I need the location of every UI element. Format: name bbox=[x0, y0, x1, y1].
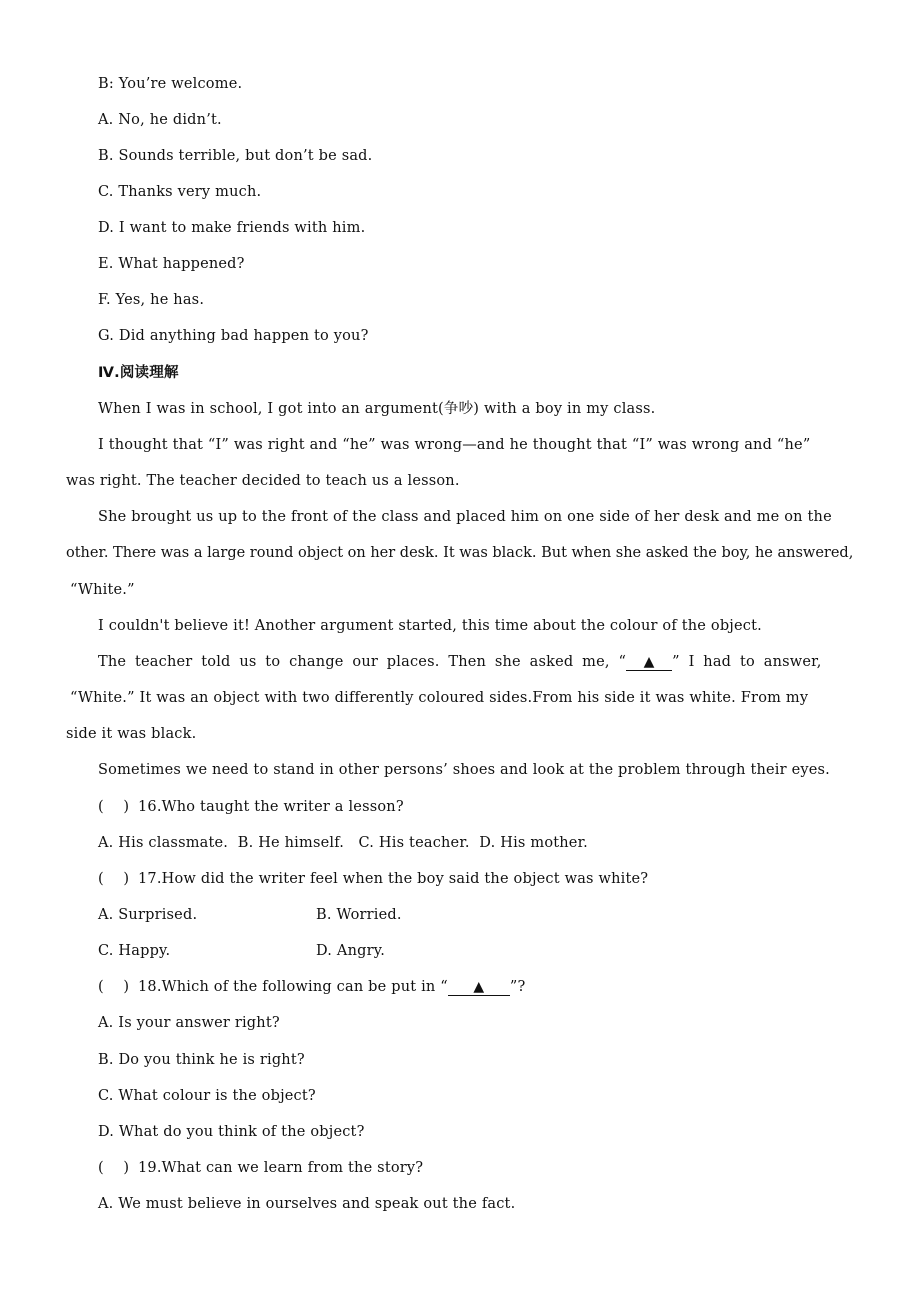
passage-paragraph-3-line-1: She brought us up to the front of the class and placed him on one side of her desk and me on the bbox=[98, 509, 832, 525]
dialogue-option-c: C. Thanks very much. bbox=[98, 184, 262, 200]
answer-bracket[interactable]: ( ) bbox=[98, 871, 130, 887]
dialogue-b-line: B: You’re welcome. bbox=[98, 76, 243, 92]
question-17-options-row-2 bbox=[98, 941, 798, 961]
question-18 bbox=[98, 977, 525, 997]
dialogue-option-a: A. No, he didn’t. bbox=[98, 112, 222, 128]
question-17 bbox=[98, 869, 648, 889]
section-heading: Ⅳ.阅读理解 bbox=[98, 365, 179, 381]
question-19-option-a: A. We must believe in ourselves and speak out the fact. bbox=[98, 1196, 516, 1212]
passage-paragraph-6: Sometimes we need to stand in other persons’ shoes and look at the problem through their eyes. bbox=[98, 762, 830, 778]
passage-paragraph-3-line-2: other. There was a large round object on her desk. It was black. But when she asked the boy, he answered, bbox=[66, 545, 854, 561]
question-18-option-b: B. Do you think he is right? bbox=[98, 1052, 305, 1068]
question-18-option-c: C. What colour is the object? bbox=[98, 1088, 316, 1104]
dialogue-option-d: D. I want to make friends with him. bbox=[98, 220, 366, 236]
passage-paragraph-5-line-2: “White.” It was an object with two differently coloured sides.From his side it was white. From my bbox=[70, 690, 809, 706]
question-19 bbox=[98, 1158, 423, 1178]
dialogue-option-b: B. Sounds terrible, but don’t be sad. bbox=[98, 148, 373, 164]
question-stem: 16.Who taught the writer a lesson? bbox=[138, 799, 404, 815]
passage-paragraph-5-line-1 bbox=[98, 652, 822, 672]
passage-paragraph-2-line-1: I thought that “I” was right and “he” was wrong—and he thought that “I” was wrong and “he” bbox=[98, 437, 811, 453]
passage-paragraph-5-line-3: side it was black. bbox=[66, 726, 197, 742]
passage-paragraph-4: I couldn't believe it! Another argument started, this time about the colour of the object. bbox=[98, 618, 762, 634]
passage-paragraph-2-line-2: was right. The teacher decided to teach us a lesson. bbox=[66, 473, 460, 489]
answer-bracket[interactable]: ( ) bbox=[98, 1160, 130, 1176]
question-stem-end: ”? bbox=[509, 979, 526, 995]
option-b: B. Worried. bbox=[316, 907, 402, 923]
dialogue-option-g: G. Did anything bad happen to you? bbox=[98, 328, 369, 344]
passage-text: ” I had to answer, bbox=[672, 654, 822, 670]
question-18-option-a: A. Is your answer right? bbox=[98, 1015, 280, 1031]
option-d: D. Angry. bbox=[316, 943, 386, 959]
dialogue-option-e: E. What happened? bbox=[98, 256, 245, 272]
answer-bracket[interactable]: ( ) bbox=[98, 799, 130, 815]
passage-paragraph-1: When I was in school, I got into an argument(争吵) with a boy in my class. bbox=[98, 401, 656, 417]
dialogue-option-f: F. Yes, he has. bbox=[98, 292, 205, 308]
question-stem: 18.Which of the following can be put in “ bbox=[138, 979, 448, 995]
option-c: C. Happy. bbox=[98, 943, 171, 959]
question-17-options-row-1 bbox=[98, 905, 798, 925]
question-stem: 17.How did the writer feel when the boy said the object was white? bbox=[138, 871, 649, 887]
option-a: A. Surprised. bbox=[98, 907, 198, 923]
question-16 bbox=[98, 797, 404, 817]
answer-blank: ▲ bbox=[626, 654, 672, 671]
question-stem: 19.What can we learn from the story? bbox=[138, 1160, 424, 1176]
answer-blank: ▲ bbox=[448, 979, 510, 996]
answer-bracket[interactable]: ( ) bbox=[98, 979, 130, 995]
question-16-options: A. His classmate. B. He himself. C. His teacher. D. His mother. bbox=[98, 835, 588, 851]
passage-paragraph-3-line-3: “White.” bbox=[70, 582, 135, 598]
question-18-option-d: D. What do you think of the object? bbox=[98, 1124, 365, 1140]
passage-text: The teacher told us to change our places. Then she asked me, “ bbox=[98, 654, 627, 670]
